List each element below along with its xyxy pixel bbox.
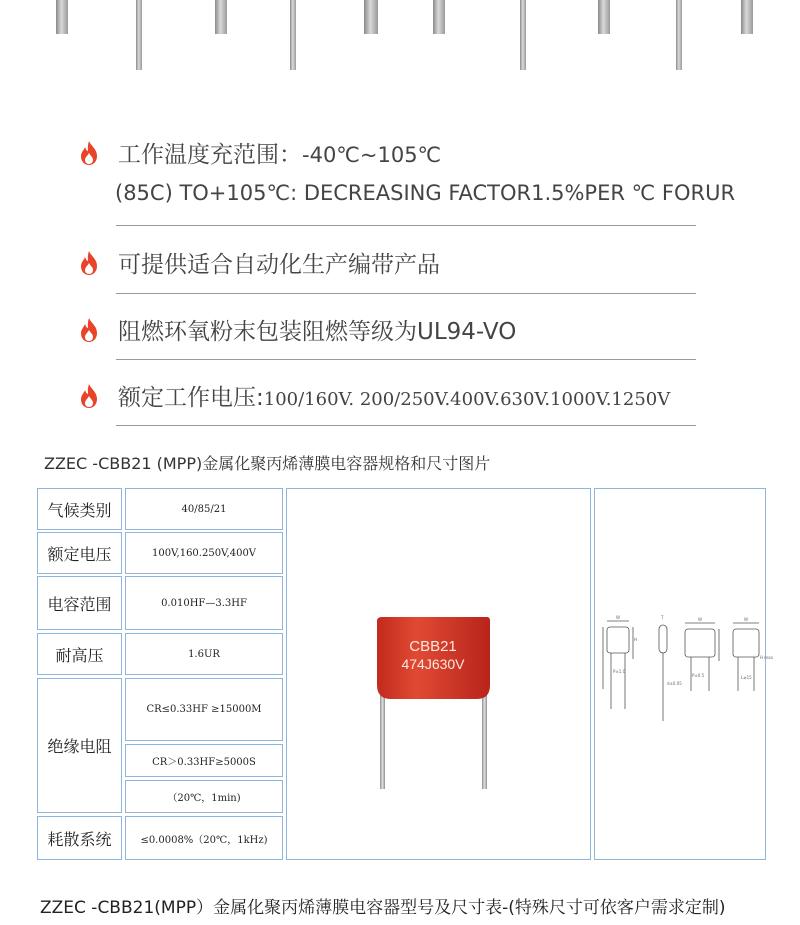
spec-value: 1.6UR (125, 633, 283, 675)
feature-temperature (78, 136, 736, 226)
dim-label: P±0.5 (692, 673, 705, 678)
capacitor-illustration (287, 489, 590, 859)
lead (741, 0, 753, 34)
lead (290, 0, 296, 70)
spec-section-title: ZZEC -CBB21 (MPP)金属化聚丙烯薄膜电容器规格和尺寸图片 (44, 454, 491, 473)
feature-value: -40℃~105℃ (302, 143, 442, 167)
capacitor-image-panel (286, 488, 591, 860)
spec-label: 气候类别 (37, 488, 122, 530)
feature-label: 可提供适合自动化生产编带产品 (118, 252, 440, 278)
dim-label: L≥15 (741, 675, 752, 680)
dim-label: W (698, 617, 702, 622)
spec-value: 40/85/21 (125, 488, 283, 530)
dimension-drawing (595, 489, 773, 859)
dim-label: d±0.05 (667, 681, 682, 686)
spec-value: （20℃，1min) (125, 780, 283, 813)
divider (116, 225, 696, 226)
capacitor-label-line2: 474J630V (401, 656, 465, 672)
feature-label: 工作温度充范围： (118, 142, 302, 168)
feature-value: 100/160V. 200/250V.400V.630V.1000V.1250V (263, 389, 671, 410)
spec-value: ≤0.0008%（20℃，1kHz) (125, 816, 283, 860)
divider (116, 293, 696, 294)
divider (116, 359, 696, 360)
capacitor-lead (380, 689, 385, 789)
capacitor-lead (482, 689, 487, 789)
dim-label: P±1.0 (613, 669, 626, 674)
feature-subtext: (85C) TO+105℃: DECREASING FACTOR1.5%PER ℃ FORUR (115, 181, 736, 205)
feature-voltage (78, 379, 695, 426)
spec-label: 电容范围 (37, 576, 122, 630)
spec-value: CR≤0.33HF ≥15000M (125, 678, 283, 741)
dim-label: T (661, 615, 664, 620)
feature-flame-retardant (78, 313, 695, 360)
feature-tape (78, 246, 695, 294)
feature-label: 阻燃环氧粉末包装阻燃等级为UL94-VO (118, 319, 517, 345)
lead (433, 0, 445, 34)
flame-icon (78, 383, 100, 409)
lead (364, 0, 378, 34)
spec-label: 耗散系统 (37, 816, 122, 860)
capacitor-label-line1: CBB21 (409, 638, 457, 655)
spec-value: 100V,160.250V,400V (125, 532, 283, 574)
lead (56, 0, 68, 34)
dim-label: W (616, 615, 620, 620)
dimension-table-caption: ZZEC -CBB21(MPP）金属化聚丙烯薄膜电容器型号及尺寸表-(特殊尺寸可依客户需求定制) (40, 898, 726, 918)
spec-value: CR＞0.33HF≥5000S (125, 744, 283, 777)
dim-label: W (744, 617, 748, 622)
flame-icon (78, 317, 100, 343)
dim-label: H (634, 637, 638, 642)
spec-value: 0.010HF—3.3HF (125, 576, 283, 630)
spec-label: 绝缘电阻 (37, 678, 122, 813)
spec-label: 耐高压 (37, 633, 122, 675)
feature-label: 额定工作电压: (118, 385, 264, 411)
lead (136, 0, 142, 70)
lead (598, 0, 610, 34)
lead (520, 0, 526, 70)
dim-label: H max (760, 655, 773, 660)
divider (116, 425, 696, 426)
spec-label: 额定电压 (37, 532, 122, 574)
lead (676, 0, 682, 70)
flame-icon (78, 140, 100, 166)
lead (215, 0, 227, 34)
flame-icon (78, 250, 100, 276)
dimension-drawing-panel (594, 488, 773, 860)
